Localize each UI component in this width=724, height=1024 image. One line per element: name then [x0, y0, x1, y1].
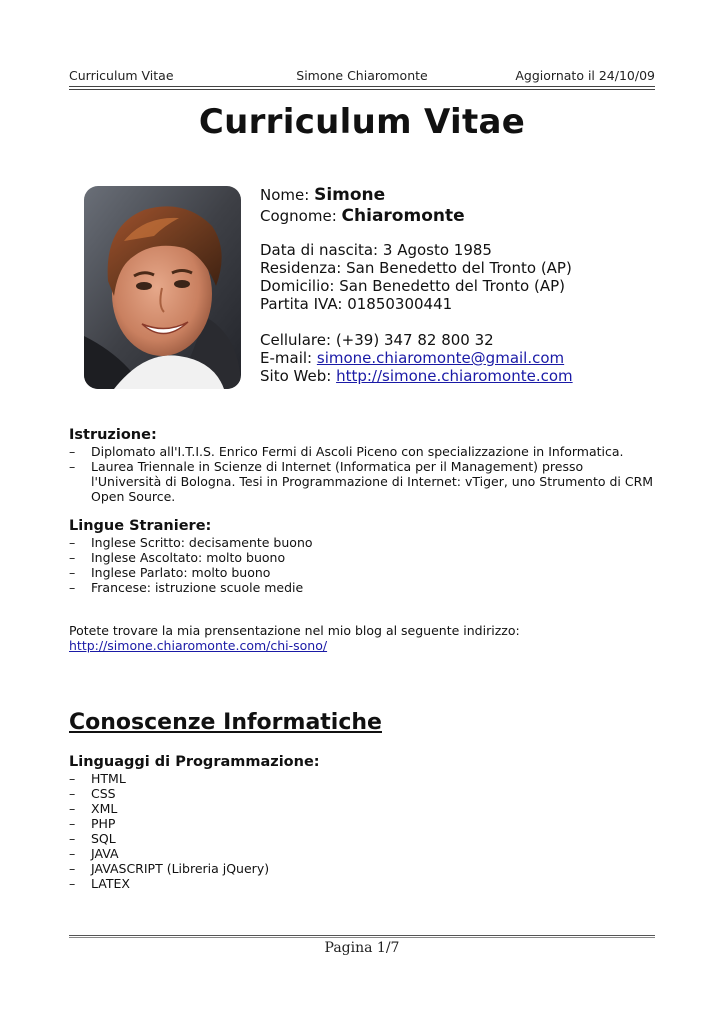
surname-row — [260, 207, 573, 225]
phone-value: (+39) 347 82 800 32 — [335, 331, 494, 349]
header-right: Aggiornato il 24/10/09 — [515, 68, 655, 83]
birth-label: Data di nascita: — [260, 241, 379, 259]
list-item: – SQL — [69, 831, 655, 846]
list-item: – Inglese Ascoltato: molto buono — [69, 550, 655, 565]
list-item: – LATEX — [69, 876, 655, 891]
domicile-row — [260, 277, 573, 295]
skills-heading: Conoscenze Informatiche — [69, 710, 382, 735]
header-left: Curriculum Vitae — [69, 68, 174, 83]
surname-value: Chiaromonte — [341, 206, 465, 226]
domicile-label: Domicilio: — [260, 277, 335, 295]
name-value: Simone — [314, 185, 386, 205]
website-row — [260, 367, 573, 385]
vat-label: Partita IVA: — [260, 295, 343, 313]
page-title: Curriculum Vitae — [198, 102, 526, 142]
website-link[interactable]: http://simone.chiaromonte.com — [336, 367, 573, 385]
list-item: – HTML — [69, 771, 655, 786]
list-item: – Inglese Parlato: molto buono — [69, 565, 655, 580]
header-rule — [69, 86, 655, 90]
list-item: – Laurea Triennale in Scienze di Internet (Informatica per il Management) presso l'Università di Bologna. Tesi in Programmazione di Internet: vTiger, uno Strumento di CRM Open Source. — [69, 459, 655, 504]
birth-value: 3 Agosto 1985 — [382, 241, 492, 259]
programming-title: Linguaggi di Programmazione: — [69, 754, 320, 770]
birth-row — [260, 241, 573, 259]
list-item: – JAVASCRIPT (Libreria jQuery) — [69, 861, 655, 876]
website-label: Sito Web: — [260, 367, 332, 385]
page-number: Pagina 1/7 — [324, 940, 400, 956]
name-label: Nome: — [260, 186, 310, 204]
education-title: Istruzione: — [69, 427, 157, 443]
list-item: – XML — [69, 801, 655, 816]
education-section — [69, 428, 655, 504]
name-row — [260, 186, 573, 204]
phone-label: Cellulare: — [260, 331, 332, 349]
phone-row — [260, 331, 573, 349]
list-item: – PHP — [69, 816, 655, 831]
residence-value: San Benedetto del Tronto (AP) — [346, 259, 572, 277]
residence-label: Residenza: — [260, 259, 342, 277]
list-item: – Diplomato all'I.T.I.S. Enrico Fermi di Ascoli Piceno con specializzazione in Informatica. — [69, 444, 655, 459]
residence-row — [260, 259, 573, 277]
languages-title: Lingue Straniere: — [69, 518, 212, 534]
vat-row — [260, 295, 573, 313]
languages-list — [69, 535, 655, 595]
list-item: – Francese: istruzione scuole medie — [69, 580, 655, 595]
header-center: Simone Chiaromonte — [296, 68, 428, 83]
blog-section — [69, 623, 655, 653]
domicile-value: San Benedetto del Tronto (AP) — [339, 277, 565, 295]
surname-label: Cognome: — [260, 207, 337, 225]
email-label: E-mail: — [260, 349, 313, 367]
portrait-image — [84, 186, 241, 389]
email-link[interactable]: simone.chiaromonte@gmail.com — [316, 349, 565, 367]
page-header — [69, 68, 655, 88]
list-item: – Inglese Scritto: decisamente buono — [69, 535, 655, 550]
email-row — [260, 349, 573, 367]
education-list — [69, 444, 655, 504]
list-item: – JAVA — [69, 846, 655, 861]
blog-text: Potete trovare la mia prensentazione nel mio blog al seguente indirizzo: — [69, 623, 520, 638]
personal-info — [260, 186, 573, 385]
blog-link[interactable]: http://simone.chiaromonte.com/chi-sono/ — [69, 638, 328, 653]
programming-list — [69, 771, 655, 891]
footer-rule — [69, 935, 655, 938]
list-item: – CSS — [69, 786, 655, 801]
languages-section — [69, 519, 655, 595]
programming-section — [69, 755, 655, 891]
vat-value: 01850300441 — [347, 295, 453, 313]
profile-photo — [84, 186, 241, 389]
